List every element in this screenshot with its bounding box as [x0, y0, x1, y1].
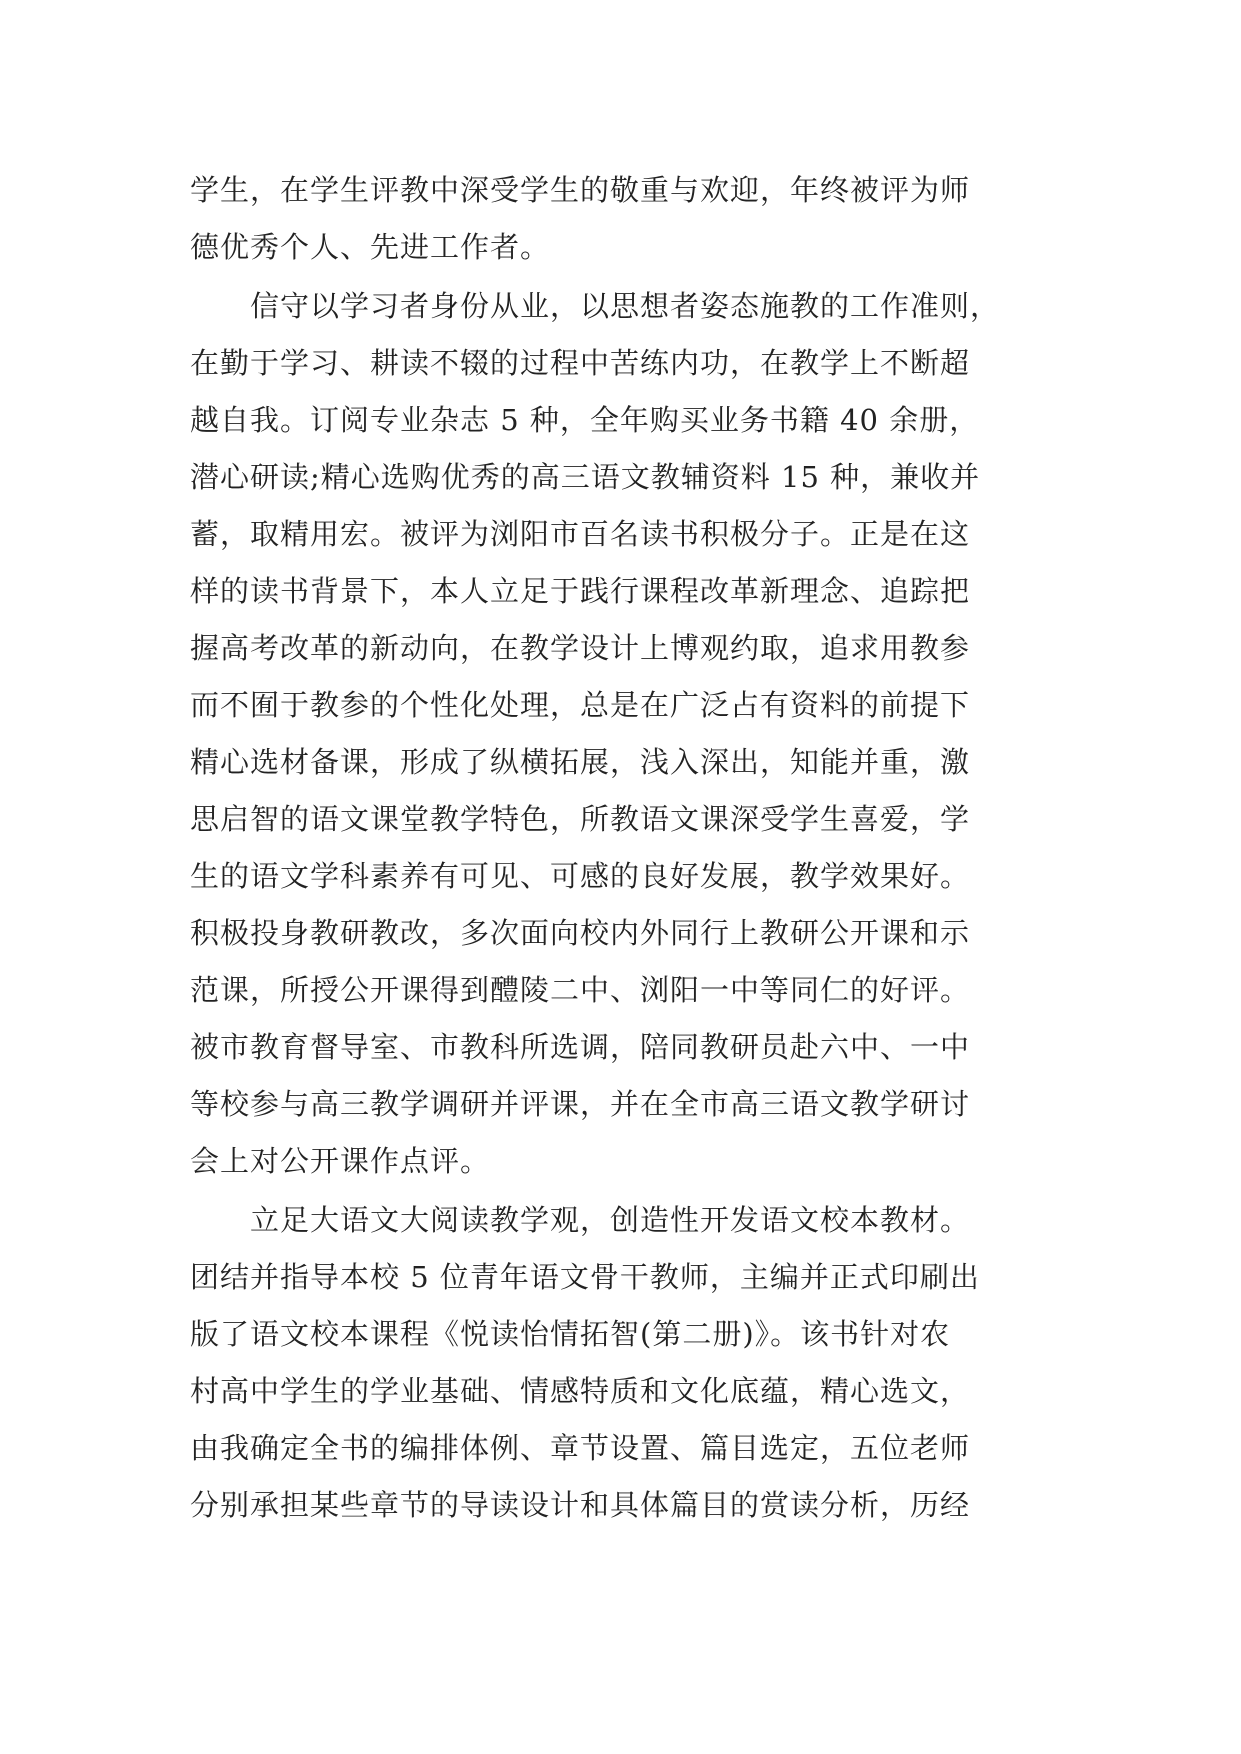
text-line: 团结并指导本校 5 位青年语文骨干教师，主编并正式印刷出 — [190, 1260, 980, 1294]
text-line: 样的读书背景下，本人立足于践行课程改革新理念、追踪把 — [190, 574, 971, 608]
text-line: 等校参与高三教学调研并评课，并在全市高三语文教学研讨 — [190, 1087, 971, 1121]
text-line: 村高中学生的学业基础、情感特质和文化底蕴，精心选文， — [190, 1374, 971, 1408]
paragraph-study-and-teaching — [190, 278, 1070, 1190]
text-line: 由我确定全书的编排体例、章节设置、篇目选定，五位老师 — [190, 1431, 971, 1465]
text-line: 蓄，取精用宏。被评为浏阳市百名读书积极分子。正是在这 — [190, 517, 971, 551]
text-line: 潜心研读;精心选购优秀的高三语文教辅资料 15 种，兼收并 — [190, 460, 981, 494]
text-line: 德优秀个人、先进工作者。 — [190, 230, 551, 264]
body-text — [190, 162, 1070, 1536]
text-line: 版了语文校本课程《悦读怡情拓智(第二册)》。该书针对农 — [190, 1317, 951, 1351]
text-line: 学生，在学生评教中深受学生的敬重与欢迎，年终被评为师 — [190, 173, 971, 207]
text-line: 分别承担某些章节的导读设计和具体篇目的赏读分析，历经 — [190, 1488, 971, 1522]
text-line: 范课，所授公开课得到醴陵二中、浏阳一中等同仁的好评。 — [190, 973, 971, 1007]
text-line: 会上对公开课作点评。 — [190, 1144, 491, 1178]
text-line: 思启智的语文课堂教学特色，所教语文课深受学生喜爱，学 — [190, 802, 971, 836]
text-line: 越自我。订阅专业杂志 5 种，全年购买业务书籍 40 余册， — [190, 403, 980, 437]
text-line: 精心选材备课，形成了纵横拓展，浅入深出，知能并重，激 — [190, 745, 971, 779]
text-line: 在勤于学习、耕读不辍的过程中苦练内功，在教学上不断超 — [190, 346, 971, 380]
text-line: 握高考改革的新动向，在教学设计上博观约取，追求用教参 — [190, 631, 971, 665]
text-line: 被市教育督导室、市教科所选调，陪同教研员赴六中、一中 — [190, 1030, 971, 1064]
paragraph-school-textbook — [190, 1192, 1070, 1534]
text-line: 积极投身教研教改，多次面向校内外同行上教研公开课和示 — [190, 916, 971, 950]
paragraph-teacher-evaluation — [190, 162, 1070, 276]
text-line: 立足大语文大阅读教学观，创造性开发语文校本教材。 — [190, 1203, 971, 1237]
text-line: 信守以学习者身份从业，以思想者姿态施教的工作准则， — [190, 289, 1001, 323]
text-line: 而不囿于教参的个性化处理，总是在广泛占有资料的前提下 — [190, 688, 971, 722]
text-line: 生的语文学科素养有可见、可感的良好发展，教学效果好。 — [190, 859, 971, 893]
